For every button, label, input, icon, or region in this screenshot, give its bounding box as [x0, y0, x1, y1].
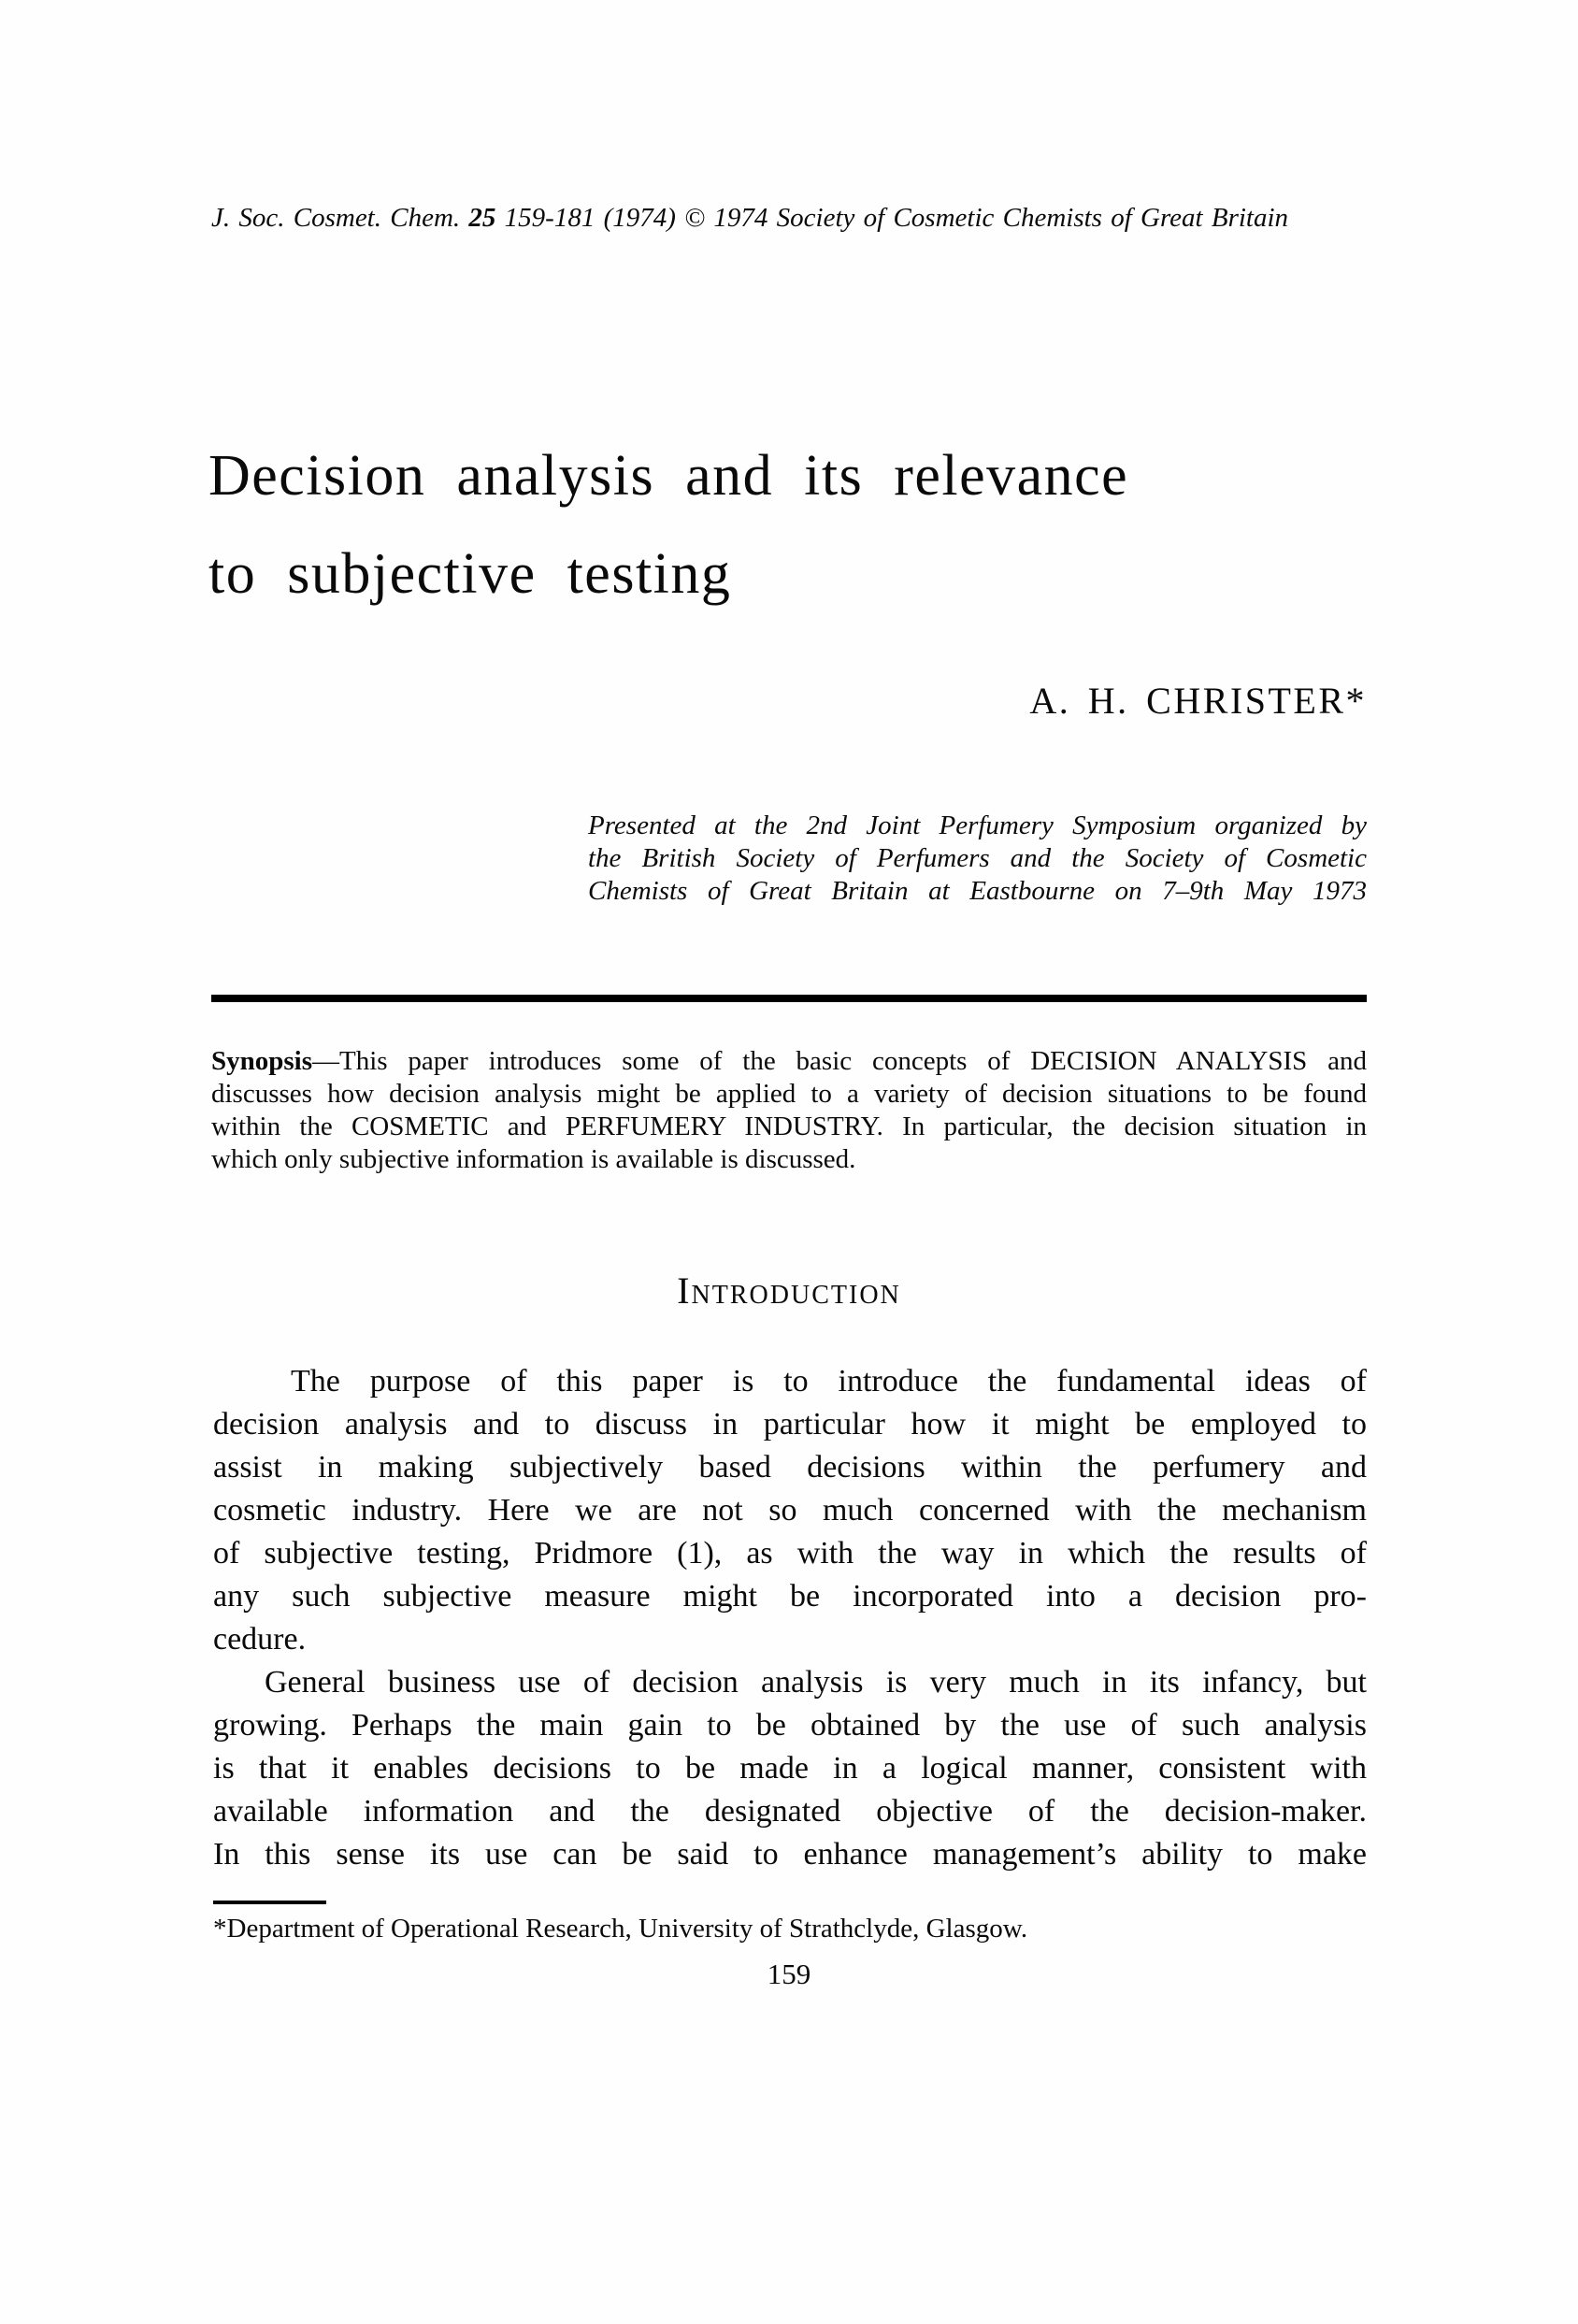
presented-line: the British Society of Perfumers and the Society of Cosmetic	[588, 843, 1367, 873]
body-line: is that it enables decisions to be made in a logical manner, consistent with	[213, 1751, 1367, 1786]
footnote-text: *Department of Operational Research, University of Strathclyde, Glasgow.	[213, 1914, 1028, 1944]
synopsis-line: within the COSMETIC and PERFUMERY INDUSTRY. In particular, the decision situation in	[211, 1112, 1367, 1141]
body-line: cosmetic industry. Here we are not so much concerned with the mechanism	[213, 1493, 1367, 1528]
body-line: cedure.	[213, 1622, 307, 1657]
presented-line: Presented at the 2nd Joint Perfumery Symposium organized by	[588, 811, 1367, 840]
body-line: The purpose of this paper is to introduce the fundamental ideas of	[291, 1364, 1367, 1399]
synopsis-block	[211, 1045, 1367, 1176]
synopsis-line: which only subjective information is available is discussed.	[211, 1144, 856, 1174]
author-line: A. H. CHRISTER*	[1029, 680, 1367, 722]
body-line: assist in making subjectively based decisions within the perfumery and	[213, 1450, 1367, 1485]
article-title	[208, 427, 1368, 624]
synopsis-line: discusses how decision analysis might be applied to a variety of decision situations to be found	[211, 1079, 1367, 1109]
body-line: General business use of decision analysis is very much in its infancy, but	[265, 1665, 1367, 1700]
body-line: available information and the designated objective of the decision-maker.	[213, 1794, 1367, 1829]
presented-note	[588, 810, 1367, 908]
introduction-heading: Introduction	[677, 1270, 901, 1312]
body-line: of subjective testing, Pridmore (1), as with the way in which the results of	[213, 1536, 1367, 1571]
citation-rest: 159-181 (1974) © 1974 Society of Cosmetic Chemists of Great Britain	[504, 203, 1289, 233]
body-line: any such subjective measure might be incorporated into a decision pro-	[213, 1579, 1367, 1614]
body-paragraph-2	[213, 1661, 1367, 1876]
synopsis-label: Synopsis	[211, 1046, 313, 1076]
body-line: growing. Perhaps the main gain to be obtained by the use of such analysis	[213, 1708, 1367, 1743]
body-line: decision analysis and to discuss in particular how it might be employed to	[213, 1407, 1367, 1442]
presented-line: Chemists of Great Britain at Eastbourne on 7–9th May 1973	[588, 876, 1367, 906]
footnote-rule	[213, 1901, 326, 1904]
body-line: In this sense its use can be said to enhance management’s ability to make	[213, 1837, 1367, 1872]
body-paragraph-1	[213, 1360, 1367, 1661]
journal-name: J. Soc. Cosmet. Chem.	[211, 203, 461, 233]
article-title-line1: Decision analysis and its relevance	[208, 444, 1129, 508]
synopsis-line	[211, 1045, 1367, 1078]
journal-volume: 25	[468, 203, 496, 233]
synopsis-line1-rest: —This paper introduces some of the basic concepts of DECISION ANALYSIS and	[312, 1046, 1367, 1076]
divider-rule	[211, 995, 1367, 1002]
article-title-line2: to subjective testing	[208, 542, 732, 606]
page-number: 159	[767, 1958, 811, 1990]
journal-citation	[211, 202, 1370, 235]
